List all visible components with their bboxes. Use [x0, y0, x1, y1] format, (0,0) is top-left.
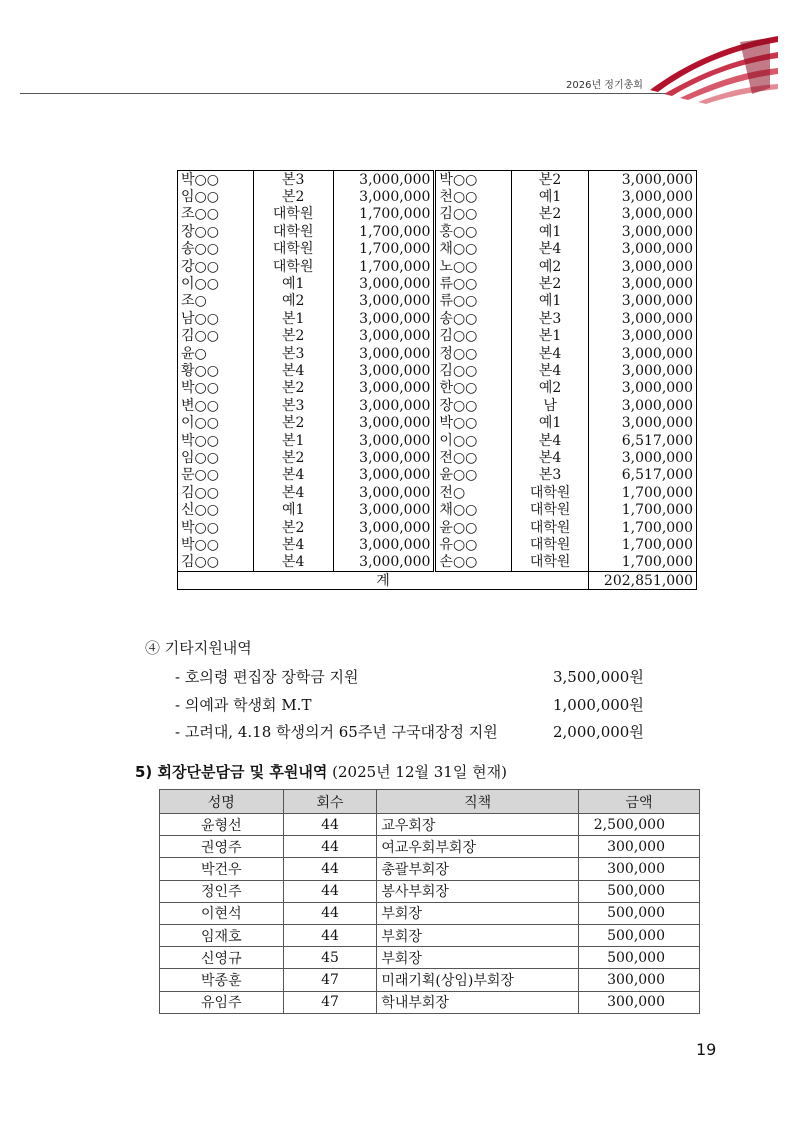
donor-amount: 1,700,000	[333, 258, 435, 275]
donor-name: 김○○	[178, 328, 254, 345]
donor-amount: 1,700,000	[589, 519, 697, 536]
table-row	[160, 880, 700, 902]
table-row	[178, 501, 697, 518]
donor-name: 전○○	[435, 449, 512, 466]
header-swoosh-logo	[640, 28, 780, 108]
donor-class: 본4	[512, 432, 589, 449]
donor-amount: 3,000,000	[333, 432, 435, 449]
column-header-amount: 금액	[579, 790, 700, 814]
donor-amount: 3,000,000	[333, 414, 435, 431]
donor-class: 본2	[512, 206, 589, 223]
donor-class: 본2	[253, 449, 333, 466]
table-row	[178, 484, 697, 501]
donor-class: 본4	[512, 449, 589, 466]
donor-name: 윤○○	[435, 467, 512, 484]
officer-term: 44	[283, 836, 377, 858]
donor-name: 김○○	[435, 328, 512, 345]
support-item	[175, 694, 675, 714]
donor-amount: 3,000,000	[589, 310, 697, 327]
donor-amount: 3,000,000	[589, 380, 697, 397]
table-row	[160, 814, 700, 836]
officer-term: 47	[283, 969, 377, 991]
officer-amount: 300,000	[579, 969, 700, 991]
officer-term: 44	[283, 814, 377, 836]
donor-amount: 3,000,000	[589, 328, 697, 345]
donor-amount: 3,000,000	[333, 449, 435, 466]
donor-amount: 1,700,000	[589, 536, 697, 553]
donor-class: 대학원	[253, 206, 333, 223]
table-row	[160, 947, 700, 969]
donor-name: 김○○	[435, 362, 512, 379]
donor-amount: 3,000,000	[589, 258, 697, 275]
donor-class: 예2	[512, 380, 589, 397]
table-row	[178, 519, 697, 536]
table-row	[178, 241, 697, 258]
officer-name: 이현석	[160, 902, 284, 924]
table-row	[178, 188, 697, 205]
officer-position: 여교우회부회장	[377, 836, 579, 858]
officer-name: 권영주	[160, 836, 284, 858]
donor-class: 대학원	[253, 223, 333, 240]
table-row	[160, 858, 700, 880]
donor-name: 박○○	[178, 171, 254, 189]
support-item-amount: 3,500,000원	[553, 668, 644, 686]
donor-name: 임○○	[178, 449, 254, 466]
donor-amount: 3,000,000	[333, 519, 435, 536]
donor-name: 이○○	[435, 432, 512, 449]
donor-amount: 3,000,000	[333, 171, 435, 189]
donor-name: 손○○	[435, 554, 512, 572]
donor-amount: 3,000,000	[333, 501, 435, 518]
donor-amount: 3,000,000	[333, 484, 435, 501]
donor-name: 박○○	[178, 380, 254, 397]
officer-term: 44	[283, 902, 377, 924]
donor-class: 예2	[253, 293, 333, 310]
support-item-label: - 고려대, 4.18 학생의거 65주년 구국대장정 지원	[175, 723, 498, 741]
donor-name: 한○○	[435, 380, 512, 397]
table-row	[178, 449, 697, 466]
officer-term: 45	[283, 947, 377, 969]
donor-amount: 3,000,000	[333, 554, 435, 572]
donor-amount: 3,000,000	[333, 380, 435, 397]
officer-amount: 2,500,000	[579, 814, 700, 836]
officer-name: 윤형선	[160, 814, 284, 836]
donor-name: 송○○	[178, 241, 254, 258]
support-item-amount: 1,000,000원	[553, 696, 644, 714]
donor-class: 본2	[512, 171, 589, 189]
donor-name: 박○○	[178, 519, 254, 536]
donor-class: 본4	[512, 241, 589, 258]
officer-position: 봉사부회장	[377, 880, 579, 902]
donor-name: 장○○	[178, 223, 254, 240]
table-row	[178, 206, 697, 223]
officer-name: 신영규	[160, 947, 284, 969]
donor-name: 박○○	[178, 536, 254, 553]
donor-name: 남○○	[178, 310, 254, 327]
table-row	[178, 275, 697, 292]
donor-amount: 3,000,000	[589, 171, 697, 189]
table-row	[178, 467, 697, 484]
donor-class: 남	[512, 397, 589, 414]
donor-amount: 1,700,000	[333, 206, 435, 223]
donor-amount: 3,000,000	[589, 414, 697, 431]
donor-class: 대학원	[512, 554, 589, 572]
support-item	[175, 721, 675, 741]
donor-class: 본3	[512, 467, 589, 484]
table-row	[178, 223, 697, 240]
donor-class: 본1	[512, 328, 589, 345]
donor-amount: 1,700,000	[589, 501, 697, 518]
total-amount: 202,851,000	[589, 571, 697, 589]
donor-amount: 3,000,000	[333, 536, 435, 553]
donor-name: 변○○	[178, 397, 254, 414]
donor-class: 대학원	[512, 519, 589, 536]
donor-amount: 1,700,000	[589, 554, 697, 572]
table-row	[178, 397, 697, 414]
donor-class: 예2	[512, 258, 589, 275]
support-item-amount: 2,000,000원	[553, 723, 644, 741]
donor-name: 임○○	[178, 188, 254, 205]
section5-title: 5) 회장단분담금 및 후원내역	[135, 763, 328, 781]
donor-class: 본4	[253, 536, 333, 553]
donor-amount: 1,700,000	[333, 241, 435, 258]
donor-amount: 3,000,000	[333, 328, 435, 345]
officer-position: 총괄부회장	[377, 858, 579, 880]
donor-amount: 3,000,000	[589, 397, 697, 414]
table-row	[178, 345, 697, 362]
donor-name: 윤○○	[435, 519, 512, 536]
table-row	[178, 258, 697, 275]
section5-date: (2025년 12월 31일 현재)	[327, 763, 507, 781]
donor-class: 본4	[512, 362, 589, 379]
table-row	[160, 991, 700, 1013]
donor-class: 예1	[512, 414, 589, 431]
donor-name: 조○○	[178, 206, 254, 223]
donor-name: 전○	[435, 484, 512, 501]
donor-class: 본3	[253, 171, 333, 189]
officer-term: 44	[283, 858, 377, 880]
table-row	[160, 836, 700, 858]
total-row	[178, 571, 697, 589]
donor-amount: 3,000,000	[333, 293, 435, 310]
section5-heading	[135, 761, 507, 782]
table-row	[178, 362, 697, 379]
donor-name: 김○○	[435, 206, 512, 223]
donor-name: 조○	[178, 293, 254, 310]
donor-amount: 3,000,000	[333, 188, 435, 205]
donor-name: 문○○	[178, 467, 254, 484]
table-row	[160, 969, 700, 991]
table-row	[178, 414, 697, 431]
donor-class: 예1	[512, 223, 589, 240]
donor-name: 박○○	[435, 171, 512, 189]
total-label: 계	[178, 571, 589, 589]
donor-class: 본4	[253, 554, 333, 572]
table-row	[178, 171, 697, 189]
donor-class: 본2	[253, 328, 333, 345]
donor-amount: 3,000,000	[589, 241, 697, 258]
officer-amount: 300,000	[579, 991, 700, 1013]
officer-term: 44	[283, 924, 377, 946]
officer-position: 학내부회장	[377, 991, 579, 1013]
donor-name: 장○○	[435, 397, 512, 414]
donor-table	[177, 170, 697, 590]
donor-class: 본1	[253, 310, 333, 327]
support-item	[175, 666, 675, 686]
donor-name: 김○○	[178, 554, 254, 572]
donor-amount: 3,000,000	[333, 345, 435, 362]
table-row	[178, 310, 697, 327]
donor-amount: 3,000,000	[589, 275, 697, 292]
page-number: 19	[696, 1040, 717, 1059]
donor-amount: 3,000,000	[589, 345, 697, 362]
header-rule	[20, 93, 670, 94]
donor-name: 홍○○	[435, 223, 512, 240]
donor-amount: 3,000,000	[589, 293, 697, 310]
donor-amount: 6,517,000	[589, 467, 697, 484]
donor-amount: 3,000,000	[589, 206, 697, 223]
donor-name: 김○○	[178, 484, 254, 501]
donor-class: 본1	[253, 432, 333, 449]
donor-name: 정○○	[435, 345, 512, 362]
table-row	[178, 328, 697, 345]
donor-name: 강○○	[178, 258, 254, 275]
donor-class: 본2	[253, 380, 333, 397]
donor-class: 본4	[512, 345, 589, 362]
officer-name: 정인주	[160, 880, 284, 902]
officer-term: 44	[283, 880, 377, 902]
donor-class: 본4	[253, 467, 333, 484]
donor-name: 류○○	[435, 293, 512, 310]
donor-name: 이○○	[178, 275, 254, 292]
table-row	[160, 902, 700, 924]
support-item-label: - 의예과 학생회 M.T	[175, 696, 312, 714]
donor-amount: 3,000,000	[333, 467, 435, 484]
officer-position: 부회장	[377, 902, 579, 924]
table-row	[178, 380, 697, 397]
donor-class: 예1	[253, 275, 333, 292]
officer-name: 박건우	[160, 858, 284, 880]
table-row	[178, 432, 697, 449]
donor-amount: 3,000,000	[589, 223, 697, 240]
donor-name: 천○○	[435, 188, 512, 205]
officer-position: 부회장	[377, 947, 579, 969]
donor-class: 본3	[253, 397, 333, 414]
header-title: 2026년 정기총회	[566, 80, 643, 91]
donor-name: 송○○	[435, 310, 512, 327]
officer-position: 부회장	[377, 924, 579, 946]
officer-position: 미래기획(상임)부회장	[377, 969, 579, 991]
donor-class: 본3	[253, 345, 333, 362]
officer-amount: 500,000	[579, 902, 700, 924]
table-row	[178, 554, 697, 572]
donor-amount: 3,000,000	[333, 362, 435, 379]
donor-name: 황○○	[178, 362, 254, 379]
donor-amount: 3,000,000	[589, 188, 697, 205]
officer-amount: 500,000	[579, 880, 700, 902]
donor-name: 채○○	[435, 241, 512, 258]
donor-class: 예1	[512, 293, 589, 310]
donor-name: 박○○	[435, 414, 512, 431]
donor-class: 대학원	[253, 241, 333, 258]
donor-name: 유○○	[435, 536, 512, 553]
donor-amount: 6,517,000	[589, 432, 697, 449]
donor-name: 윤○	[178, 345, 254, 362]
donor-name: 노○○	[435, 258, 512, 275]
officer-amount: 500,000	[579, 924, 700, 946]
donor-name: 채○○	[435, 501, 512, 518]
donor-class: 예1	[253, 501, 333, 518]
donor-amount: 1,700,000	[589, 484, 697, 501]
donor-class: 대학원	[253, 258, 333, 275]
officer-amount: 300,000	[579, 836, 700, 858]
donor-class: 대학원	[512, 536, 589, 553]
donor-class: 본2	[253, 188, 333, 205]
donor-class: 본2	[512, 275, 589, 292]
donor-class: 본3	[512, 310, 589, 327]
donor-class: 대학원	[512, 501, 589, 518]
donor-name: 류○○	[435, 275, 512, 292]
donor-amount: 3,000,000	[589, 449, 697, 466]
column-header-term: 회수	[283, 790, 377, 814]
table-row	[160, 924, 700, 946]
donor-class: 본4	[253, 484, 333, 501]
officer-name: 유임주	[160, 991, 284, 1013]
officer-name: 박종훈	[160, 969, 284, 991]
column-header-name: 성명	[160, 790, 284, 814]
donor-name: 신○○	[178, 501, 254, 518]
donor-name: 이○○	[178, 414, 254, 431]
donor-name: 박○○	[178, 432, 254, 449]
donor-amount: 3,000,000	[333, 310, 435, 327]
officer-contribution-table	[159, 789, 700, 1014]
table-row	[178, 293, 697, 310]
officer-amount: 500,000	[579, 947, 700, 969]
column-header-position: 직책	[377, 790, 579, 814]
donor-class: 대학원	[512, 484, 589, 501]
officer-position: 교우회장	[377, 814, 579, 836]
donor-class: 예1	[512, 188, 589, 205]
donor-class: 본2	[253, 519, 333, 536]
donor-amount: 3,000,000	[333, 275, 435, 292]
support-item-label: - 호의령 편집장 장학금 지원	[175, 668, 359, 686]
donor-amount: 1,700,000	[333, 223, 435, 240]
section4-heading: ④ 기타지원내역	[145, 639, 252, 657]
donor-class: 본2	[253, 414, 333, 431]
officer-name: 임재호	[160, 924, 284, 946]
donor-amount: 3,000,000	[333, 397, 435, 414]
donor-class: 본4	[253, 362, 333, 379]
officer-term: 47	[283, 991, 377, 1013]
table-row	[178, 536, 697, 553]
donor-amount: 3,000,000	[589, 362, 697, 379]
officer-amount: 300,000	[579, 858, 700, 880]
